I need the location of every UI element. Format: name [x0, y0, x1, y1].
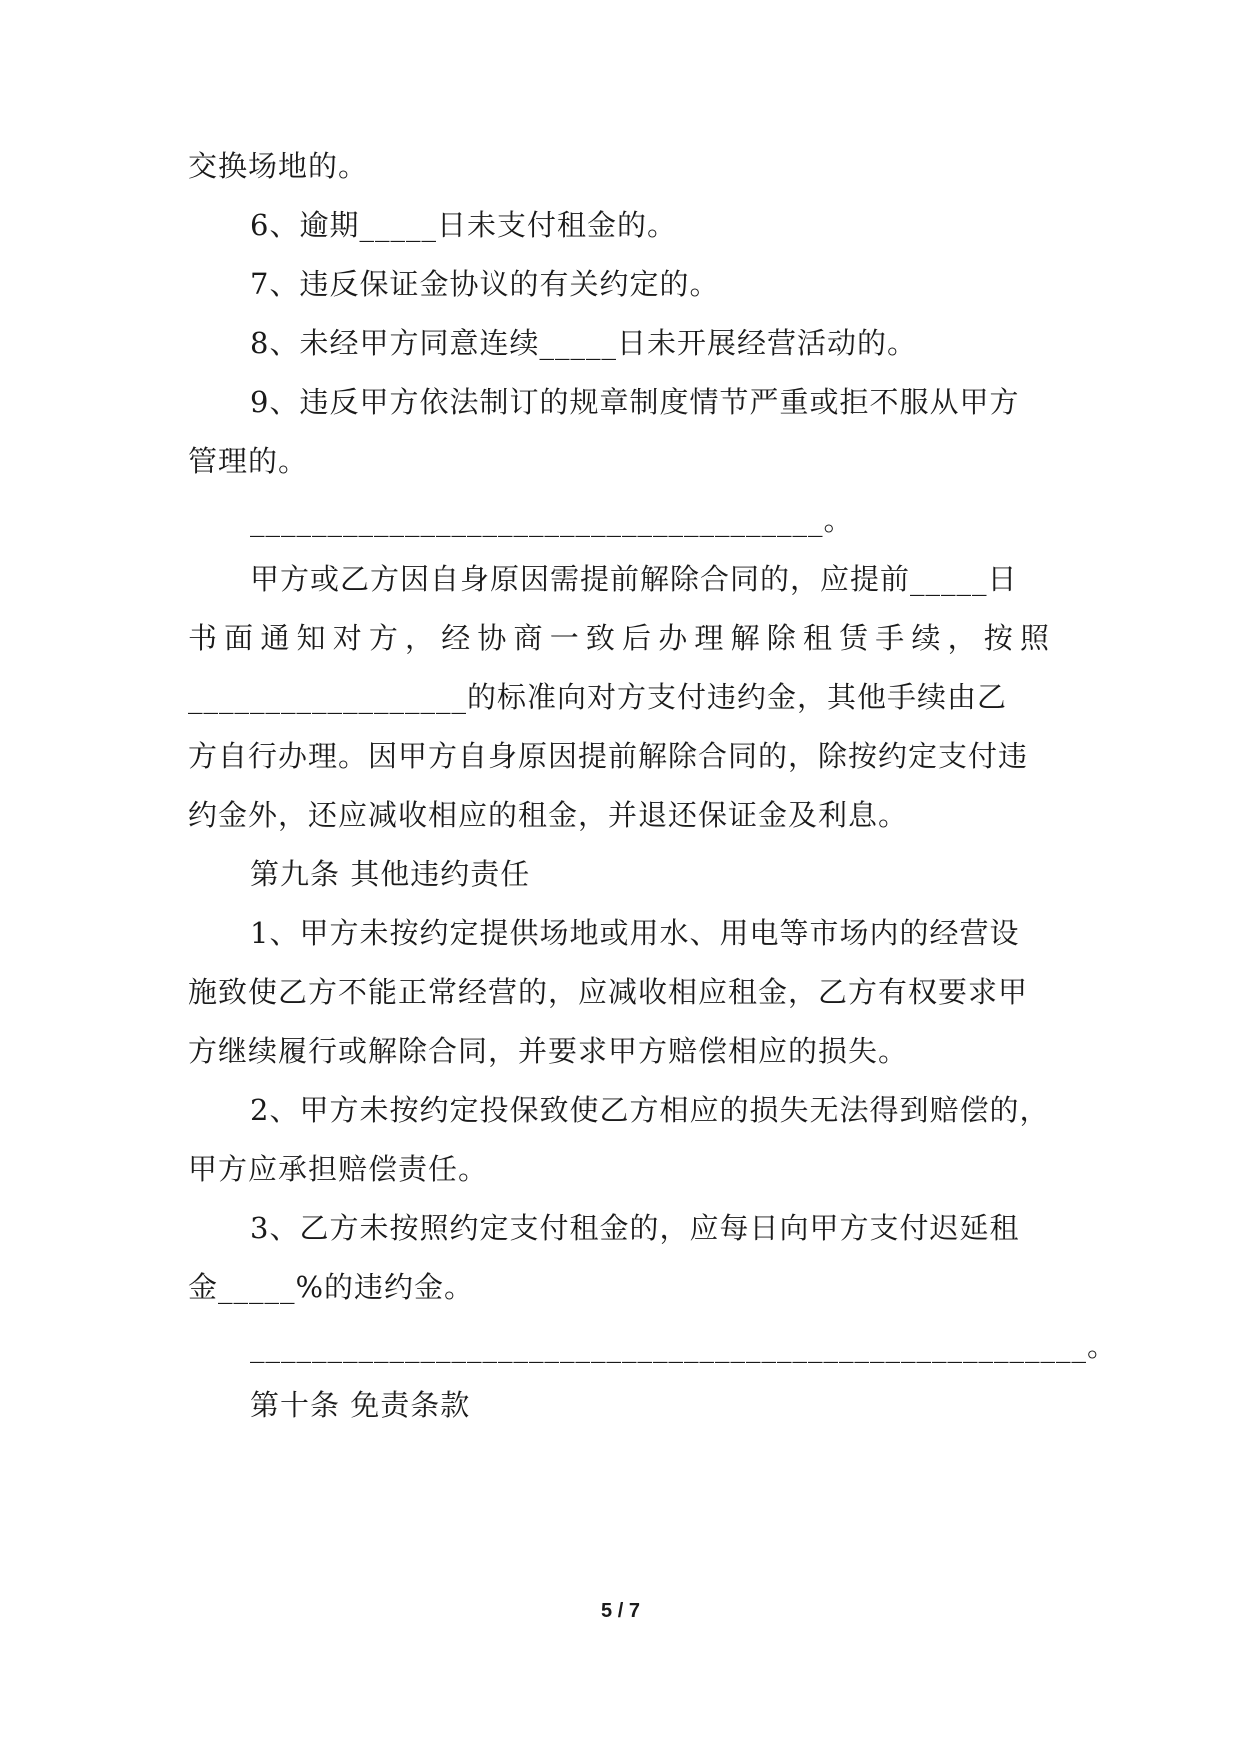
text-line: 9、违反甲方依法制订的规章制度情节严重或拒不服从甲方	[250, 385, 1020, 419]
section-heading: 第十条 免责条款	[250, 1388, 471, 1422]
text-line: 方自行办理。因甲方自身原因提前解除合同的，除按约定支付违	[188, 739, 1029, 773]
blank-fill-line: ______________________________________________________。	[250, 1329, 1118, 1363]
page-number: 5 / 7	[601, 1600, 640, 1622]
text-line: 6、逾期_____日未支付租金的。	[250, 208, 677, 242]
blank-fill-line: _____________________________________。	[250, 503, 854, 537]
text-line: 1、甲方未按约定提供场地或用水、用电等市场内的经营设	[250, 916, 1020, 950]
text-line: 金_____%的违约金。	[188, 1270, 475, 1304]
text-line: 书面通知对方，经协商一致后办理解除租赁手续，按照	[188, 621, 1050, 655]
text-line: 约金外，还应减收相应的租金，并退还保证金及利息。	[188, 798, 909, 832]
text-line: 2、甲方未按约定投保致使乙方相应的损失无法得到赔偿的，	[250, 1093, 1050, 1127]
text-line: __________________的标准向对方支付违约金，其他手续由乙	[188, 680, 1008, 714]
text-line: 8、未经甲方同意连续_____日未开展经营活动的。	[250, 326, 917, 360]
text-line: 3、乙方未按照约定支付租金的，应每日向甲方支付迟延租	[250, 1211, 1020, 1245]
section-heading: 第九条 其他违约责任	[250, 857, 531, 891]
text-line: 方继续履行或解除合同，并要求甲方赔偿相应的损失。	[188, 1034, 909, 1068]
text-line: 甲方或乙方因自身原因需提前解除合同的，应提前_____日	[250, 562, 1018, 596]
text-line: 管理的。	[188, 444, 309, 478]
text-line: 甲方应承担赔偿责任。	[188, 1152, 489, 1186]
text-line: 交换场地的。	[188, 149, 369, 183]
text-line: 7、违反保证金协议的有关约定的。	[250, 267, 720, 301]
text-line: 施致使乙方不能正常经营的，应减收相应租金，乙方有权要求甲	[188, 975, 1029, 1009]
